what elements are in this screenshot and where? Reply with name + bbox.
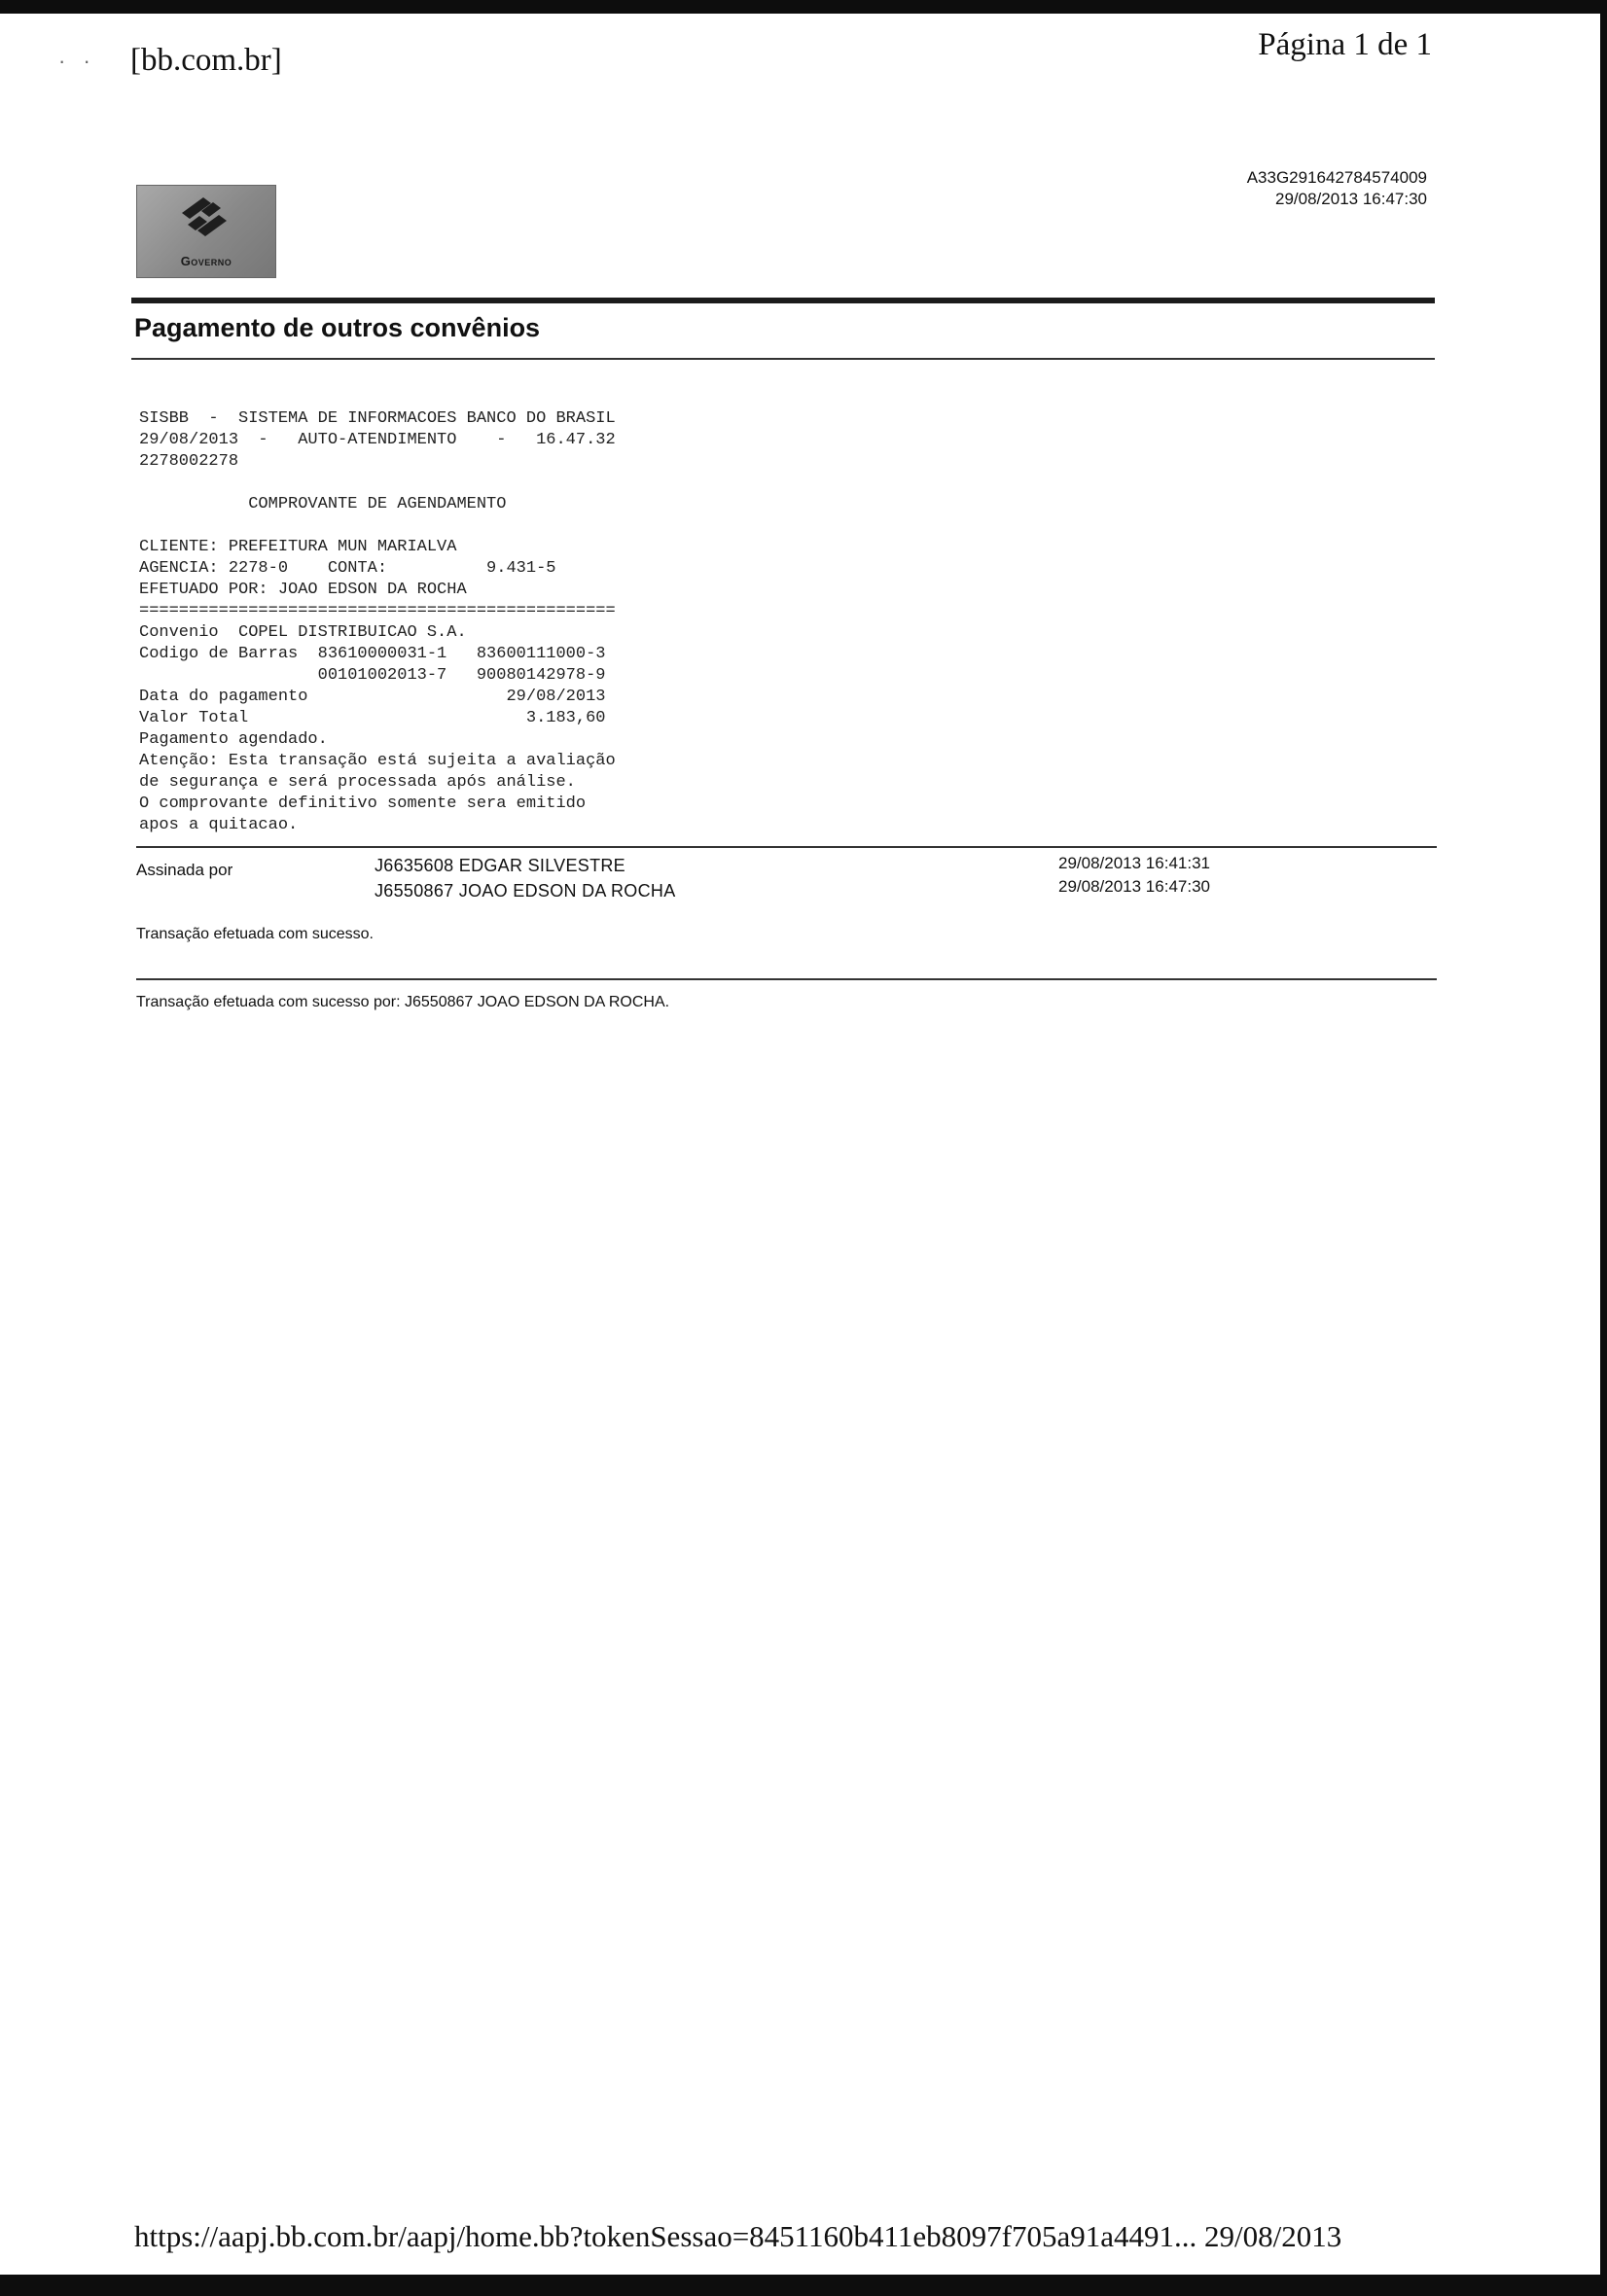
- receipt-line: SISBB - SISTEMA DE INFORMACOES BANCO DO BRASIL: [139, 409, 616, 428]
- signer-name: J6550867 JOAO EDSON DA ROCHA: [375, 881, 676, 901]
- status-rule: [136, 978, 1437, 980]
- signature-rule: [136, 846, 1437, 848]
- receipt-line: AGENCIA: 2278-0 CONTA: 9.431-5: [139, 559, 556, 578]
- receipt-line: Codigo de Barras 83610000031-1 83600111000-3: [139, 645, 606, 663]
- receipt-line: Convenio COPEL DISTRIBUICAO S.A.: [139, 623, 467, 642]
- signed-by-label: Assinada por: [136, 861, 233, 879]
- scan-border-bottom: [0, 2275, 1607, 2296]
- page-number: Página 1 de 1: [1258, 27, 1432, 62]
- bank-logo-icon: [174, 192, 234, 242]
- reference-code: A33G291642784574009: [1246, 168, 1427, 187]
- receipt-line: Valor Total 3.183,60: [139, 709, 606, 727]
- scan-border-top: [0, 0, 1607, 14]
- receipt-line: EFETUADO POR: JOAO EDSON DA ROCHA: [139, 581, 467, 599]
- receipt-line: ================================================: [139, 602, 616, 620]
- receipt-line: apos a quitacao.: [139, 816, 299, 834]
- receipt-line: de segurança e será processada após análise.: [139, 773, 576, 792]
- receipt-line: [139, 515, 616, 537]
- page-title: Pagamento de outros convênios: [134, 313, 541, 342]
- transaction-status: Transação efetuada com sucesso.: [136, 926, 374, 942]
- receipt-line: 29/08/2013 - AUTO-ATENDIMENTO - 16.47.32: [139, 431, 616, 449]
- scan-specks: · ·: [58, 49, 96, 73]
- signer-name: J6635608 EDGAR SILVESTRE: [375, 856, 625, 875]
- receipt-line: 00101002013-7 90080142978-9: [139, 666, 606, 685]
- page-url-footer: https://aapj.bb.com.br/aapj/home.bb?tokenSessao=8451160b411eb8097f705a91a4491... 29/08/2013: [134, 2219, 1342, 2253]
- bank-logo: [136, 185, 276, 278]
- title-rule-bottom: [131, 358, 1435, 360]
- signer-datetime: 29/08/2013 16:41:31: [1058, 854, 1210, 872]
- receipt-line: COMPROVANTE DE AGENDAMENTO: [139, 495, 507, 513]
- receipt-line: Atenção: Esta transação está sujeita a avaliação: [139, 752, 616, 770]
- transaction-status-by: Transação efetuada com sucesso por: J6550867 JOAO EDSON DA ROCHA.: [136, 994, 670, 1010]
- receipt-text: [139, 408, 616, 836]
- receipt-line: CLIENTE: PREFEITURA MUN MARIALVA: [139, 538, 457, 556]
- scan-border-right: [1600, 0, 1607, 2296]
- site-label: [bb.com.br]: [130, 43, 282, 78]
- logo-text: Governo: [180, 254, 232, 268]
- receipt-line: Pagamento agendado.: [139, 730, 328, 749]
- reference-block: [1247, 167, 1427, 210]
- receipt-line: 2278002278: [139, 452, 239, 471]
- receipt-line: Data do pagamento 29/08/2013: [139, 688, 606, 706]
- receipt-line: [139, 473, 616, 494]
- signer-datetime: 29/08/2013 16:47:30: [1058, 877, 1210, 896]
- receipt-line: O comprovante definitivo somente sera emitido: [139, 795, 587, 813]
- title-rule-top: [131, 298, 1435, 303]
- reference-datetime: 29/08/2013 16:47:30: [1275, 190, 1427, 208]
